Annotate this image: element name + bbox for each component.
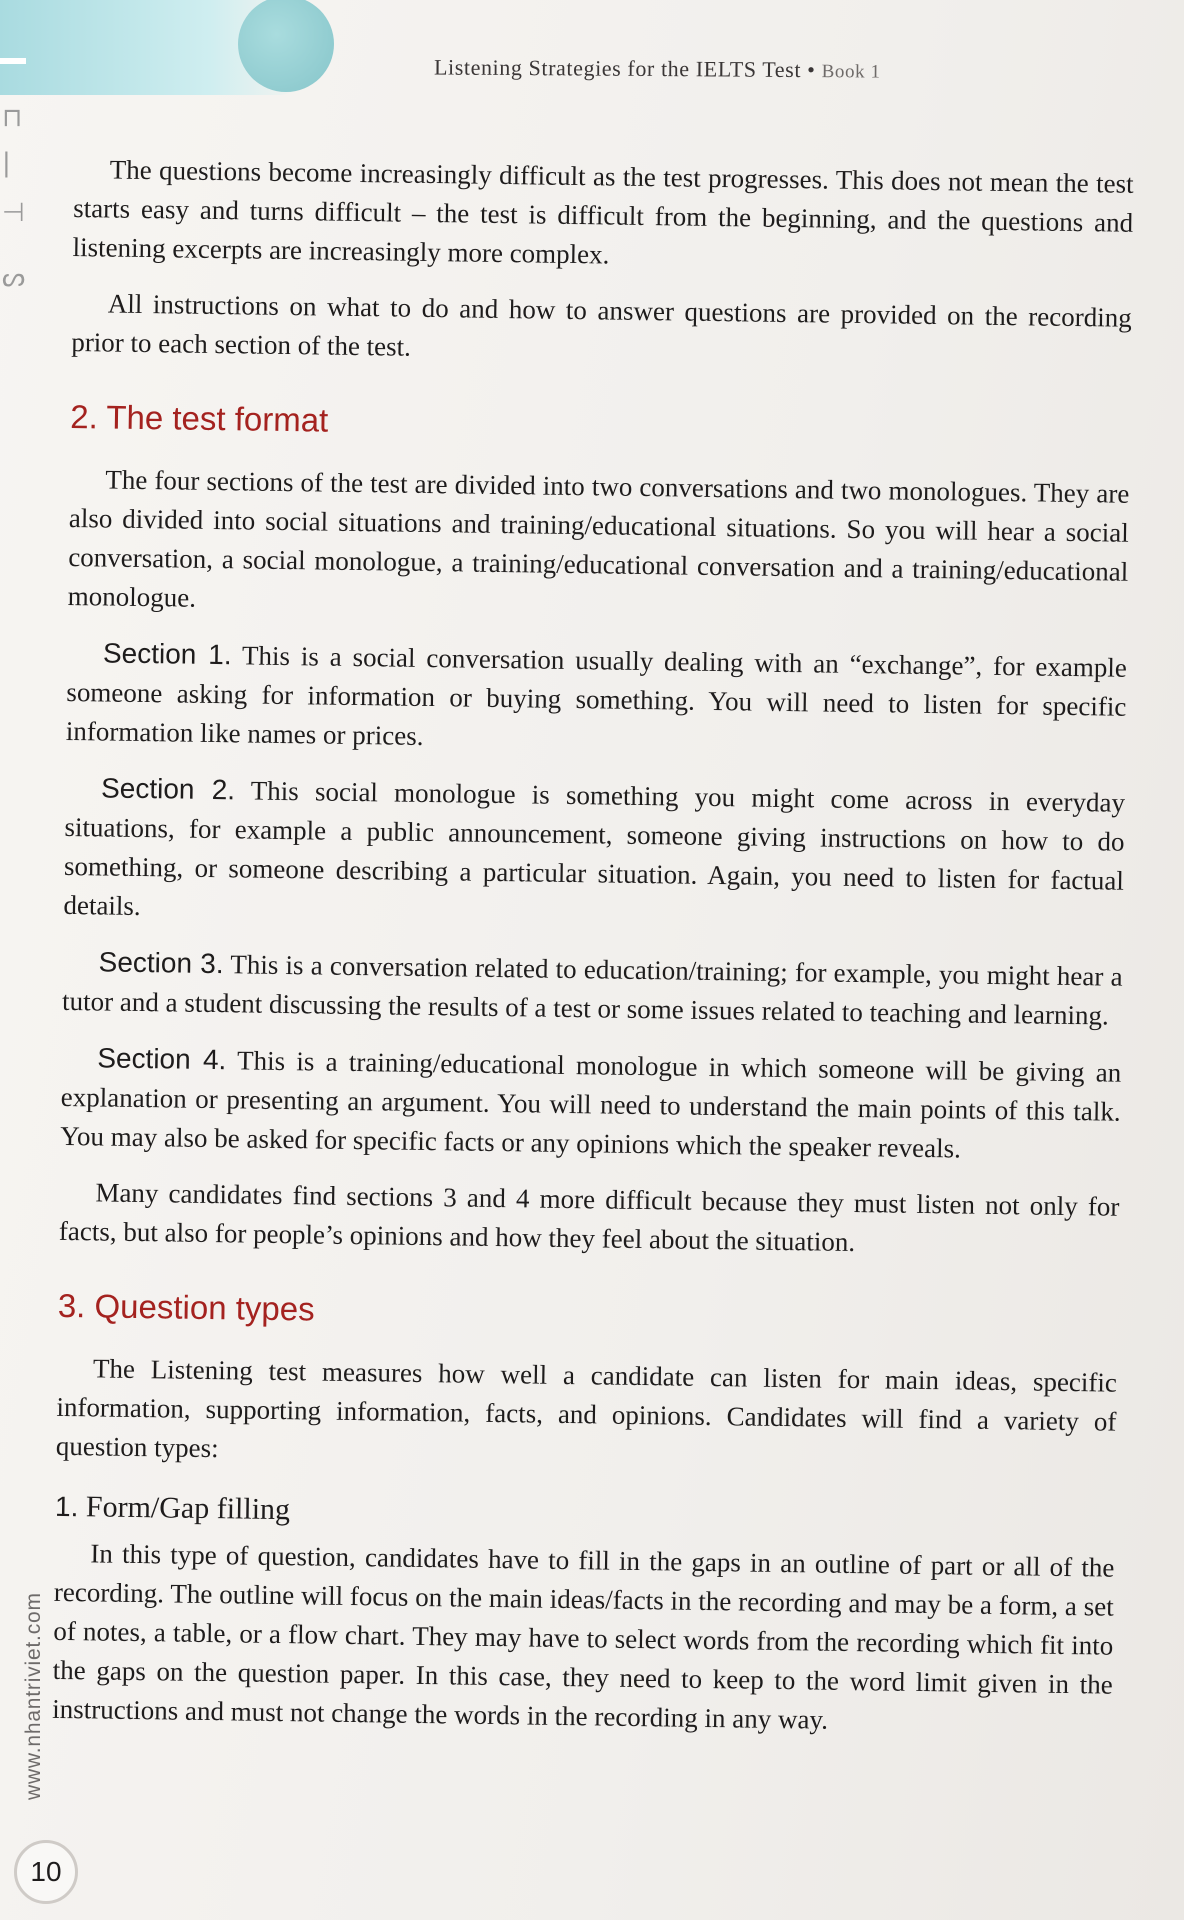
section-3-label: Section 3. — [98, 946, 224, 980]
header-separator: • — [807, 57, 816, 83]
question-types-heading: 3. Question types — [57, 1286, 315, 1328]
section-3-text: This is a conversation related to education/training; for example, you might hear a tutor and a student discussing the results of a test or some issues related to teaching and learning. — [61, 949, 1123, 1031]
intro-paragraph-1: The questions become increasingly difficult as the test progresses. This does not mean the test starts easy and turns difficult – the test is difficult from the beginning, and the questions and listening excerpts are increasingly more complex. — [72, 154, 1134, 270]
header-decoration-circle — [238, 0, 334, 92]
section-2-label: Section 2. — [100, 772, 236, 806]
publisher-website: www.nhantriviet.com — [22, 1592, 45, 1800]
intro-paragraph-2: All instructions on what to do and how to answer questions are provided on the recording prior to each section of the test. — [71, 288, 1132, 362]
section-4-paragraph — [60, 1038, 1122, 1171]
book-page: ⊓ | ⊣ ᔕ Listening Strategies for the IELTS Test • Book 1 The questions become increasingly difficult as the test progresses. This does not mean the test starts easy and turns difficult – the test is difficult from the beginning, and the questions and listening excerpts are increasingly more complex. All instructions on what to do and how to answer questions are provided on the recording prior to each section of the test. 2. The test format The four sections of the test are divided into two conversations and two monologues. They are also divided into social situations and training/educational situations. So you will hear a social conversation, a social monologue, a training/educational conversation and a training/educational monologue. Section 1. This is a social conversation usually dealing with an “exchange”, for example someone asking for information or buying something. You will need to listen for specific information like names or prices. Section 2. This social monologue is something you might come across in everyday situations, for example a public announcement, someone giving instructions on how to do something, or someone describing a particular situation. Again, you need to listen for factual details. Section 3. This is a conversation related to education/training; for example, you might hear a tutor and a student discussing the results of a test or some issues related to teaching and learning. Section 4. This is a training/educational monologue in which someone will be giving an explanation or presenting an argument. You will need to understand the main points of this talk. You may also be asked for specific facts or any opinions which the speaker reveals. Many candidates find sections 3 and 4 more difficult because they must listen not only for facts, but also for people’s opinions and how they feel about the situation. 3. Question types The Listening test measures how well a candidate can listen for main ideas, specific information, supporting information, facts, and opinions. Candidates will find a variety of question types: 1. Form/Gap filling In this type of question, candidates have to fill in the gaps in an outline of part or all of the recording. The outline will focus on the main ideas/facts in the recording and may be a form, a set of notes, a table, or a flow chart. They may have to select words from the recording which fit into the gaps on the question paper. In this case, they need to keep to the word limit given in the instructions and must not change the words in the recording in any way. www.nhantriviet.com 10 — [0, 0, 1184, 1920]
section-2-paragraph — [63, 768, 1125, 940]
section-3-paragraph — [62, 942, 1123, 1036]
section-4-text: This is a training/educational monologue in which someone will be giving an explanation or presenting an argument. You will need to understand the main points of this talk. You may also be asked for specific facts or any opinions which the speaker reveals. — [60, 1045, 1122, 1164]
running-header — [434, 54, 881, 83]
section-4-label: Section 4. — [97, 1042, 227, 1076]
form-gap-filling-text: In this type of question, candidates have to fill in the gaps in an outline of part or all of the recording. The outline will focus on the main ideas/facts in the recording and may be a form, a set of notes, a table, or a flow chart. They may have to select words from the recording which fit into the gaps on the question paper. In this case, they need to keep to the word limit given in the instructions and must not change the words in the recording in any way. — [52, 1538, 1115, 1735]
test-format-closing: Many candidates find sections 3 and 4 more difficult because they must listen not only for facts, but also for people’s opinions and how they feel about the situation. — [58, 1177, 1120, 1258]
section-1-paragraph — [66, 633, 1128, 766]
header-decoration-bar — [0, 58, 26, 64]
page-number: 10 — [14, 1840, 78, 1904]
section-2-text: This social monologue is something you might come across in everyday situations, for example a public announcement, someone giving instructions on how to do something, or someone describing a particular situation. Again, you need to listen for factual details. — [63, 775, 1126, 922]
test-format-heading: 2. The test format — [70, 397, 329, 439]
page-body — [52, 150, 1134, 1761]
book-title: Listening Strategies for the IELTS Test — [433, 54, 802, 83]
form-gap-filling-heading — [55, 1490, 1115, 1539]
test-format-intro: The four sections of the test are divided into two conversations and two monologues. They are also divided into social situations and training/educational situations. So you will hear a social conversation, a social monologue, a training/educational conversation and a training/educational monologue. — [67, 464, 1130, 613]
form-gap-filling-title: Form/Gap filling — [85, 1490, 291, 1527]
section-1-text: This is a social conversation usually dealing with an “exchange”, for example someone asking for information or buying something. You will need to listen for specific information like names or prices. — [65, 640, 1128, 751]
section-1-label: Section 1. — [102, 637, 232, 671]
question-types-intro: The Listening test measures how well a candidate can listen for main ideas, specific information, supporting information, facts, and opinions. Candidates will find a variety of question types: — [55, 1353, 1118, 1464]
book-volume: Book 1 — [821, 61, 881, 83]
form-gap-filling-number: 1. — [54, 1490, 79, 1523]
